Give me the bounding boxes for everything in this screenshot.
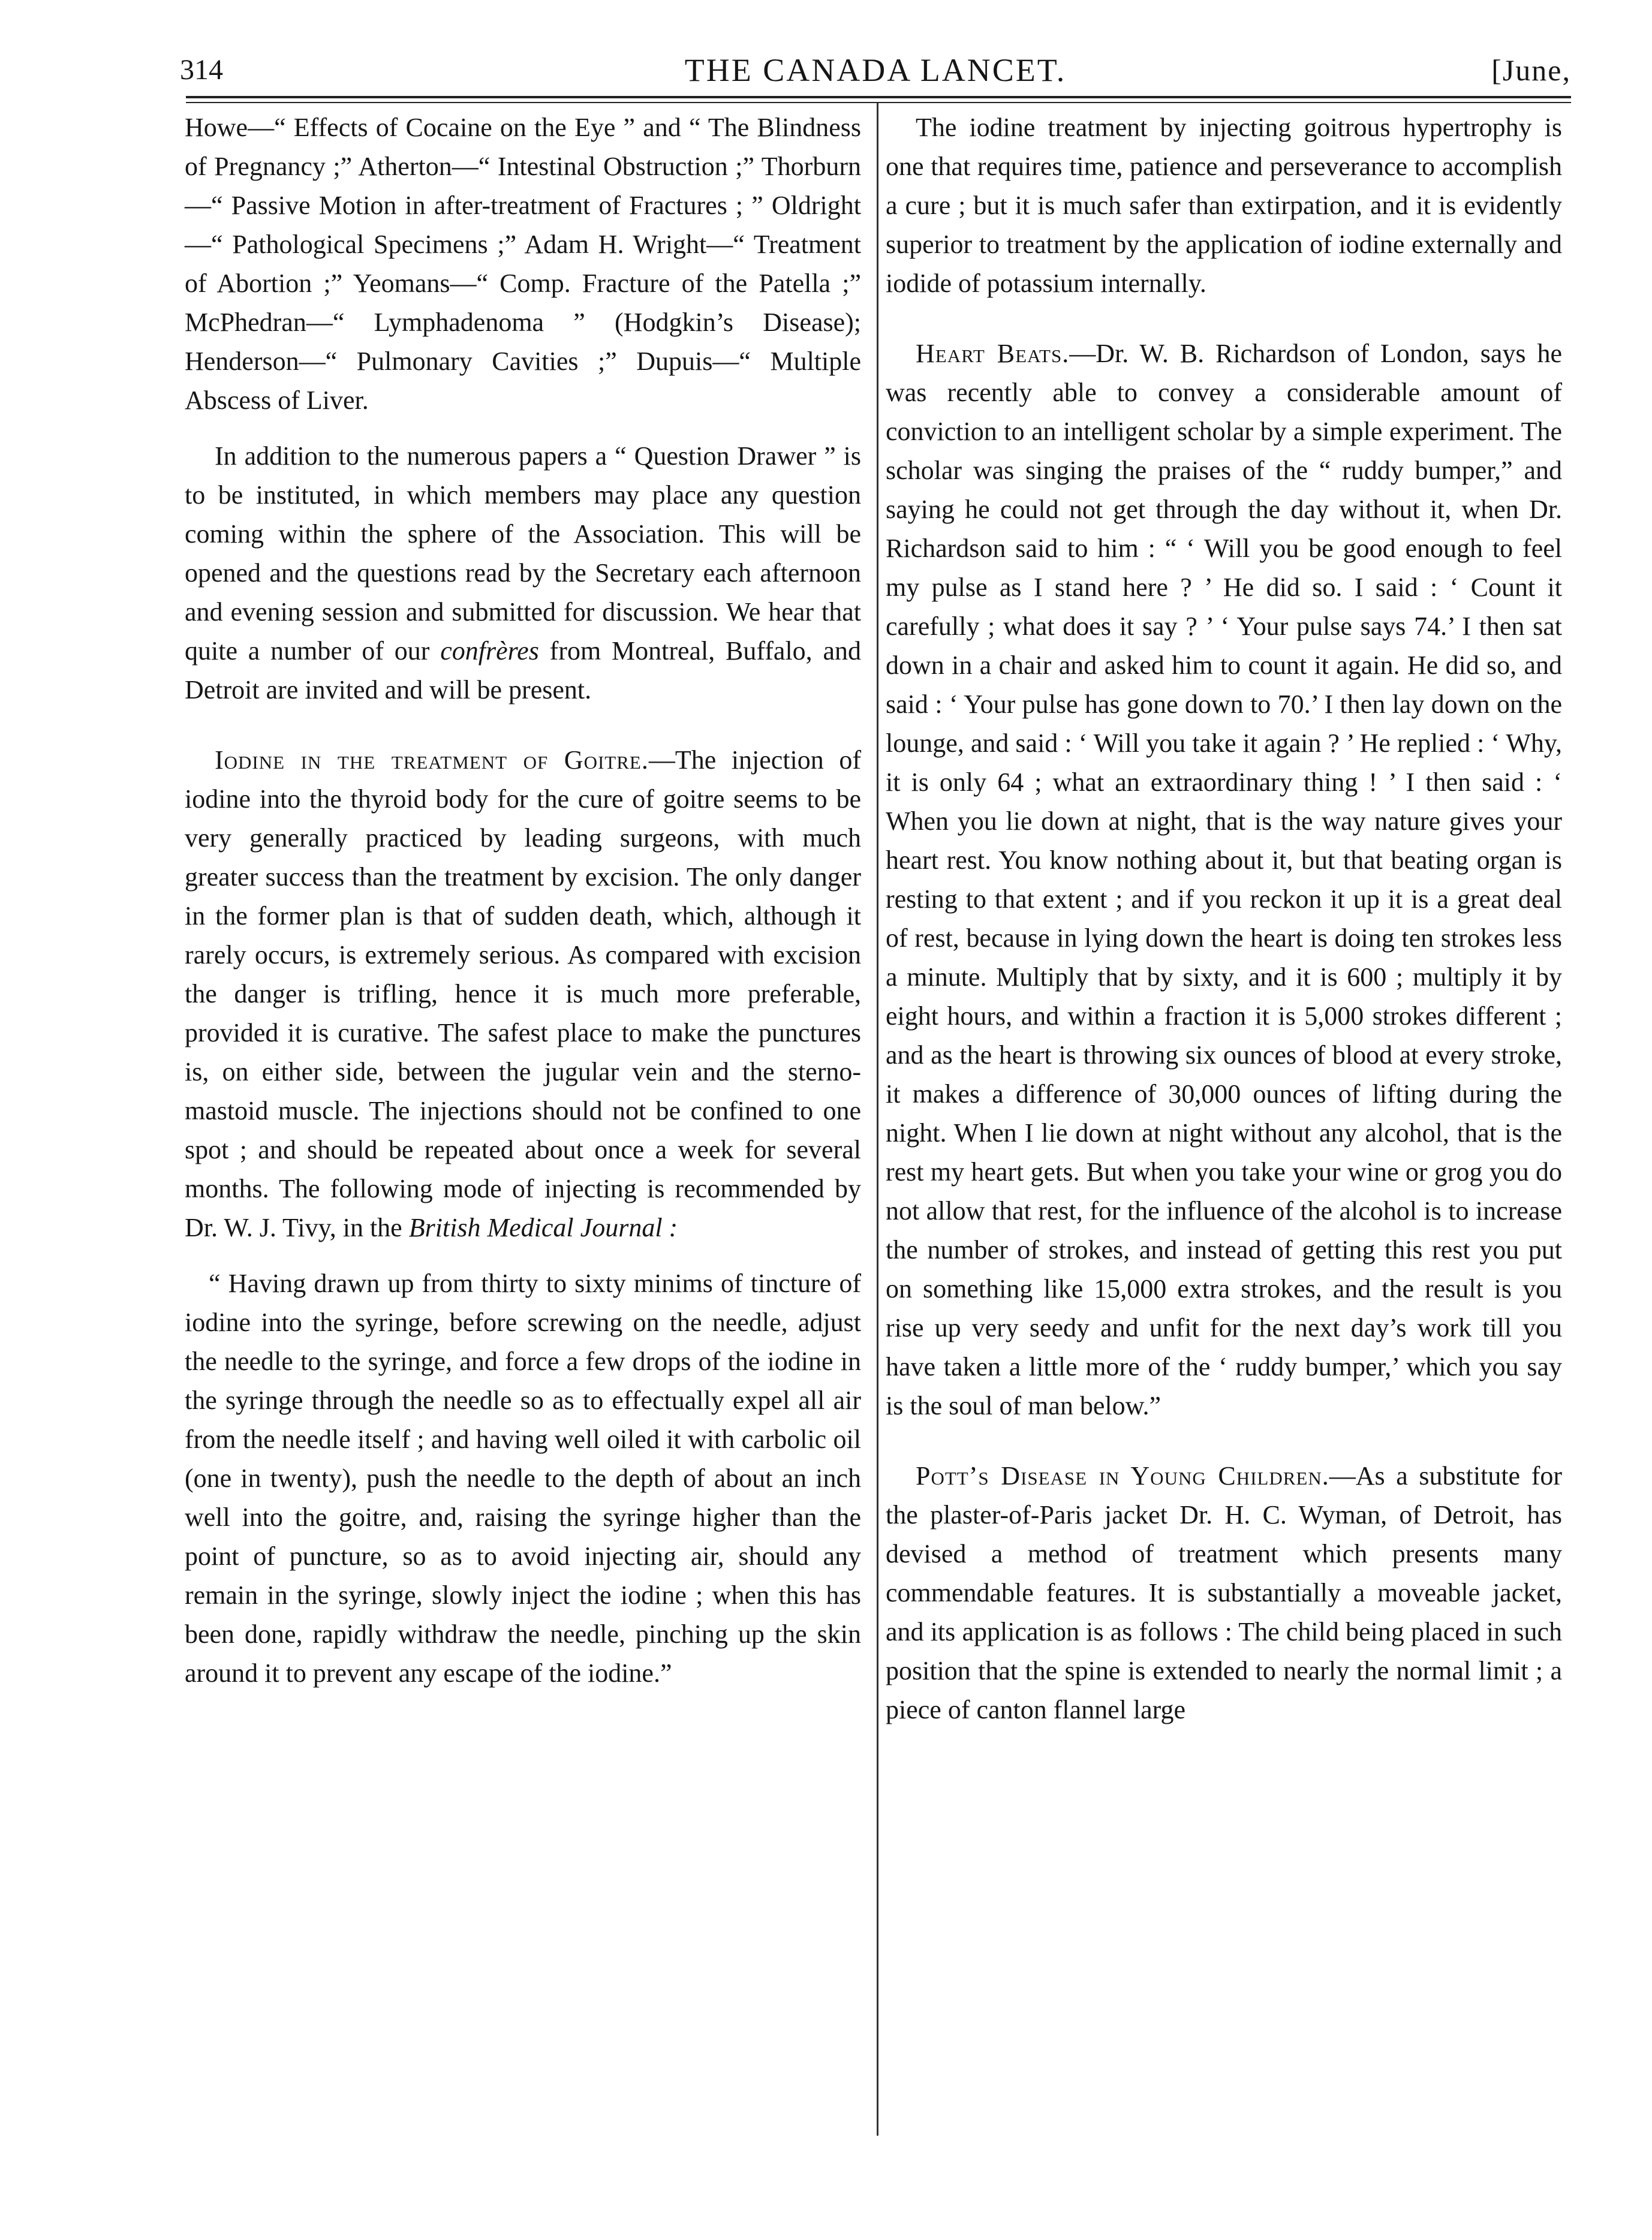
iodine-heading: Iodine in the treatment of Goitre. [215, 745, 649, 775]
potts-disease-heading: Pott’s Disease in Young Children. [916, 1461, 1329, 1491]
right-column [886, 108, 1562, 1729]
question-drawer-text: In addition to the numerous papers a “ Question Drawer ” is to be instituted, in which members may place any question coming within the sphere of the Association. This will be opened and the questions read by the Secretary each afternoon and evening session and submitted for discussion. We hear that quite a number of our [185, 441, 861, 666]
journal-title: THE CANADA LANCET. [684, 52, 1067, 88]
potts-disease-section [886, 1456, 1562, 1729]
page-number: 314 [180, 54, 223, 86]
header-rule-thick [186, 96, 1571, 98]
confreres-italic: confrères [440, 636, 539, 666]
iodine-section [185, 740, 861, 1247]
paper-list-paragraph: Howe—“ Effects of Cocaine on the Eye ” and “ The Blindness of Pregnancy ;” Atherton—“ Intestinal Obstruction ;” Thorburn—“ Passive Motion in after-treatment of Fractures ; ” Oldright—“ Pathological Specimens ;” Adam H. Wright—“ Treatment of Abortion ;” Yeomans—“ Comp. Fracture of the Patella ;” McPhedran—“ Lymphadenoma ” (Hodgkin’s Disease); Henderson—“ Pulmonary Cavities ;” Dupuis—“ Multiple Abscess of Liver. [185, 113, 861, 415]
left-column [185, 108, 861, 1693]
question-drawer-paragraph [185, 436, 861, 709]
question-drawer-text-end: from Montreal, Buffalo, and Detroit are invited and will be present. [185, 636, 862, 704]
header-rule-thin [186, 102, 1571, 103]
page-header [180, 43, 1571, 97]
heart-beats-section [886, 334, 1562, 1425]
heart-beats-heading: Heart Beats. [916, 339, 1070, 368]
tivy-quote: “ Having drawn up from thirty to sixty minims of tincture of iodine into the syringe, before screwing on the needle, adjust the needle to the syringe, and force a few drops of the iodine in the syringe through the needle so as to effectually expel all air from the needle itself ; and having well oiled it with carbolic oil (one in twenty), push the needle to the depth of about an inch well into the goitre, and, raising the syringe higher than the point of puncture, so as to avoid injecting air, should any remain in the syringe, slowly inject the iodine ; when this has been done, rapidly withdraw the needle, pinching up the skin around it to prevent any escape of the iodine.” [185, 1269, 861, 1688]
issue-month: [June, [1491, 53, 1571, 87]
iodine-conclusion-paragraph: The iodine treatment by injecting goitrous hypertrophy is one that requires time, patience and perseverance to accomplish a cure ; but it is much safer than extirpation, and it is evidently superior to treatment by the application of iodine externally and iodide of potassium internally. [886, 113, 1562, 298]
column-divider [877, 103, 878, 2136]
journal-citation: British Medical Journal : [408, 1213, 678, 1242]
potts-disease-body: —As a substitute for the plaster-of-Paris jacket Dr. H. C. Wyman, of Detroit, has devised a method of treatment which presents many commendable features. It is substantially a moveable jacket, and its application is as follows : The child being placed in such position that the spine is extended to nearly the normal limit ; a piece of canton flannel large [886, 1461, 1563, 1724]
heart-beats-body: —Dr. W. B. Richardson of London, says he was recently able to convey a considerable amount of conviction to an intelligent scholar by a simple experiment. The scholar was singing the praises of the “ ruddy bumper,” and saying he could not get through the day without it, when Dr. Richardson said to him : “ ‘ Will you be good enough to feel my pulse as I stand here ? ’ He did so. I said : ‘ Count it carefully ; what does it say ? ’ ‘ Your pulse says 74.’ I then sat down in a chair and asked him to count it again. He did so, and said : ‘ Your pulse has gone down to 70.’ I then lay down on the lounge, and said : ‘ Will you take it again ? ’ He replied : ‘ Why, it is only 64 ; what an extraordinary thing ! ’ I then said : ‘ When you lie down at night, that is the way nature gives your heart rest. You know nothing about it, but that beating organ is resting to that extent ; and if you reckon it up it is a great deal of rest, because in lying down the heart is doing ten strokes less a minute. Multiply that by sixty, and it is 600 ; multiply it by eight hours, and within a fraction it is 5,000 strokes different ; and as the heart is throwing six ounces of blood at every stroke, it makes a difference of 30,000 ounces of lifting during the night. When I lie down at night without any alcohol, that is the rest my heart gets. But when you take your wine or grog you do not allow that rest, for the influence of the alcohol is to increase the number of strokes, and instead of getting this rest you put on something like 15,000 extra strokes, and the result is you rise up very seedy and unfit for the next day’s work till you have taken a little more of the ‘ ruddy bumper,’ which you say is the soul of man below.” [886, 339, 1562, 1420]
iodine-body: —The injection of iodine into the thyroid body for the cure of goitre seems to be very generally practiced by leading surgeons, with much greater success than the treatment by excision. The only danger in the former plan is that of sudden death, which, although it rarely occurs, is extremely serious. As compared with excision the danger is trifling, hence it is much more preferable, provided it is curative. The safest place to make the punctures is, on either side, between the jugular vein and the sterno-mastoid muscle. The injections should not be confined to one spot ; and should be repeated about once a week for several months. The following mode of injecting is recommended by Dr. W. J. Tivy, in the [185, 745, 862, 1242]
